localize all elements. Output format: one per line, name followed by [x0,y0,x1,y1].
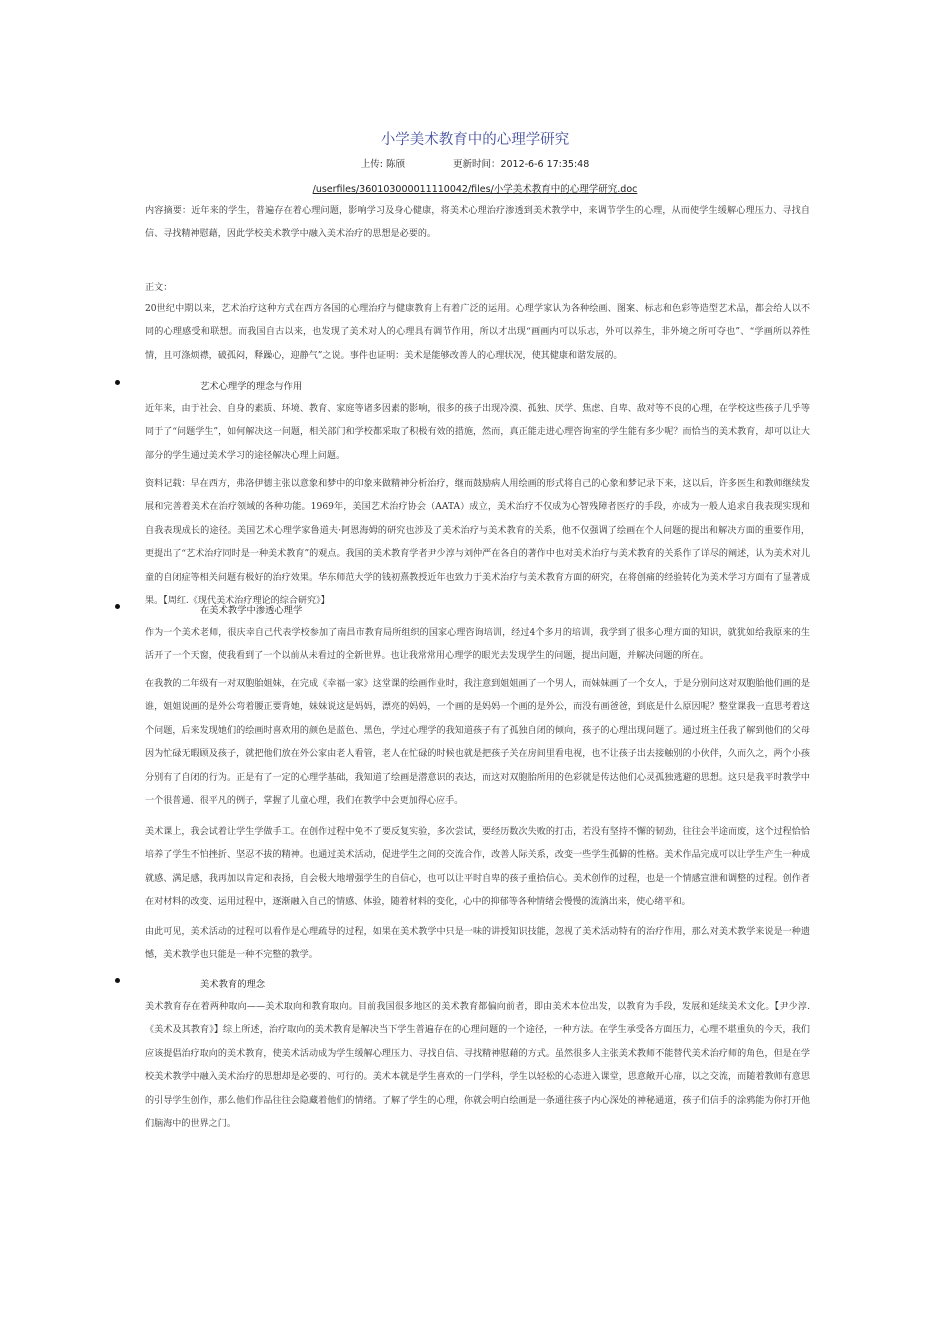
section-2-paragraph-2: 在我教的二年级有一对双胞胎姐妹，在完成《幸福一家》这堂课的绘画作业时，我注意到姐姐画了一个男人，而妹妹画了一个女人，于是分别问这对双胞胎他们画的是谁，姐姐说画的是外公弯着腰正要背她，妹妹说这是妈妈，漂亮的妈妈，一个画的是妈妈一个画的是外公，而没有画爸爸，到底是什么原因呢？整堂课我一直思考着这个问题，后来发现她们的绘画时喜欢用的颜色是蓝色、黑色，学过心理学的我知道孩子有了孤独自闭的倾向，孩子的心理出现问题了。通过班主任我了解到他们的父母因为忙碌无暇顾及孩子，就把他们放在外公家由老人看管，老人在忙碌的时候也就是把孩子关在房间里看电视，也不让孩子出去接触别的小伙伴，久而久之，两个小孩分别有了自闭的行为。正是有了一定的心理学基础，我知道了绘画是潜意识的表达，而这对双胞胎所用的色彩就是传达他们心灵孤独逃避的思想。这只是我平时教学中一个很普通、很平凡的例子，掌握了儿童心理，我们在教学中会更加得心应手。 [145,679,810,807]
uploader-text: 上传: 陈颀 [360,159,405,170]
document-title: 小学美术教育中的心理学研究 [380,132,570,148]
section-heading-2: 在美术教学中渗透心理学 [200,605,303,616]
section-heading-3: 美术教育的理念 [200,979,266,990]
bullet-icon [115,604,120,609]
bullet-icon [115,978,120,983]
section-2-paragraph-1: 作为一个美术老师，很庆幸自己代表学校参加了南昌市教育局所组织的国家心理咨询培训，经过4个多月的培训，我学到了很多心理方面的知识，就犹如给我原来的生活开了一个天窗，使我看到了一个以前从未看过的全新世界。也让我常常用心理学的眼光去发现学生的问题，提出问题，并解决问题的所在。 [145,628,810,662]
bullet-icon [115,380,120,385]
intro-paragraph: 20世纪中期以来，艺术治疗这种方式在西方各国的心理治疗与健康教育上有着广泛的运用。心理学家认为各种绘画、图案、标志和色彩等造型艺术品，都会给人以不同的心理感受和联想。而我国自古以来，也发现了美术对人的心理具有调节作用，所以才出现“画画内可以乐志，外可以养生，非外境之所可夺也”、“学画所以养性情，且可涤烦襟，破孤闷，释躁心，迎静气”之说。事件也证明：美术是能够改善人的心理状况，使其健康和谐发展的。 [145,304,810,361]
section-3-paragraph-1: 美术教育存在着两种取向——美术取向和教育取向。目前我国很多地区的美术教育都偏向前者，即由美术本位出发，以教育为手段，发展和延续美术文化。【尹少淳.《美术及其教育》】综上所述，治疗取向的美术教育是解决当下学生普遍存在的心理问题的一个途径，一种方法。在学生承受各方面压力，心理不堪重负的今天，我们应该提倡治疗取向的美术教育，使美术活动成为学生缓解心理压力、寻找自信、寻找精神慰藉的方式。虽然很多人主张美术教师不能替代美术治疗师的角色，但是在学校美术教学中融入美术治疗的思想却是必要的、可行的。美术本就是学生喜欢的一门学科，学生以轻松的心态进入课堂，思意敞开心扉，以之交流，而随着教师有意思的引导学生创作，那么他们作品往往会隐藏着他们的情绪。了解了学生的心理，你就会明白绘画是一条通往孩子内心深处的神秘通道，孩子们信手的涂鸦能为你打开他们脑海中的世界之门。 [145,1002,810,1130]
file-download-link[interactable]: /userfiles/360103000011110042/files/小学美术教育中的心理学研究.doc [312,184,638,195]
section-1-paragraph-2: 资料记载：早在西方，弗洛伊德主张以意象和梦中的印象来做精神分析治疗，继而鼓励病人用绘画的形式将自己的心象和梦记录下来，这以后，许多医生和教师继续发展和完善着美术在治疗领域的各种功能。1969年，美国艺术治疗协会（AATA）成立，美术治疗不仅成为心智残障者医疗的手段，亦成为一般人追求自我表现实现和自我表现成长的途径。美国艺术心理学家鲁道夫·阿恩海姆的研究也涉及了美术治疗与美术教育的关系，他不仅强调了绘画在个人问题的提出和解决方面的重要作用，更提出了“艺术治疗同时是一种美术教育”的观点。我国的美术教育学者尹少淳与刘仲严在各自的著作中也对美术治疗与美术教育的关系作了详尽的阐述，认为美术对儿童的自闭症等相关问题有极好的治疗效果。华东师范大学的钱初熹教授近年也致力于美术治疗与美术教育方面的研究，在将创痛的经验转化为美术学习方面有了显著成果。【周红.《现代美术治疗理论的综合研究》】 [145,479,810,607]
section-2-paragraph-4: 由此可见，美术活动的过程可以看作是心理疏导的过程，如果在美术教学中只是一味的讲授知识技能，忽视了美术活动特有的治疗作用，那么对美术教学来说是一种遗憾，美术教学也只能是一种不完整的教学。 [145,927,810,961]
document-meta [0,156,950,170]
section-1-paragraph-1: 近年来，由于社会、自身的素质、环境、教育、家庭等诸多因素的影响，很多的孩子出现冷漠、孤独、厌学、焦虑、自卑、敌对等不良的心理，在学校这些孩子几乎等同于了“问题学生”，如何解决这一问题，相关部门和学校都采取了积极有效的措施，然而，真正能走进心理咨询室的学生能有多少呢？而恰当的美术教育，却可以让大部分的学生通过美术学习的途径解决心理上问题。 [145,404,810,461]
section-2-paragraph-3: 美术课上，我会试着让学生学做手工。在创作过程中免不了要反复实验，多次尝试，要经历数次失败的打击，若没有坚持不懈的韧劲，往往会半途而废，这个过程恰恰培养了学生不怕挫折、坚忍不拔的精神。也通过美术活动，促进学生之间的交流合作，改善人际关系，改变一些学生孤僻的性格。美术作品完成可以让学生产生一种成就感、满足感，我再加以肯定和表扬，自会极大地增强学生的自信心，也可以让平时自卑的孩子重拾信心。美术创作的过程，也是一个情感宣泄和调整的过程。创作者在对材料的改变、运用过程中，逐渐融入自己的情感、体验，随着材料的变化，心中的抑郁等各种情绪会慢慢的流淌出来，使心绪平和。 [145,827,810,908]
body-label: 正文： [145,283,173,293]
updated-time: 更新时间：2012-6-6 17:35:48 [452,159,590,170]
section-heading-1: 艺术心理学的理念与作用 [200,381,303,392]
abstract-paragraph: 内容摘要：近年来的学生，普遍存在着心理问题，影响学习及身心健康，将美术心理治疗渗透到美术教学中，来调节学生的心理，从而使学生缓解心理压力、寻找自信、寻找精神慰藉，因此学校美术教学中融入美术治疗的思想是必要的。 [145,206,810,240]
